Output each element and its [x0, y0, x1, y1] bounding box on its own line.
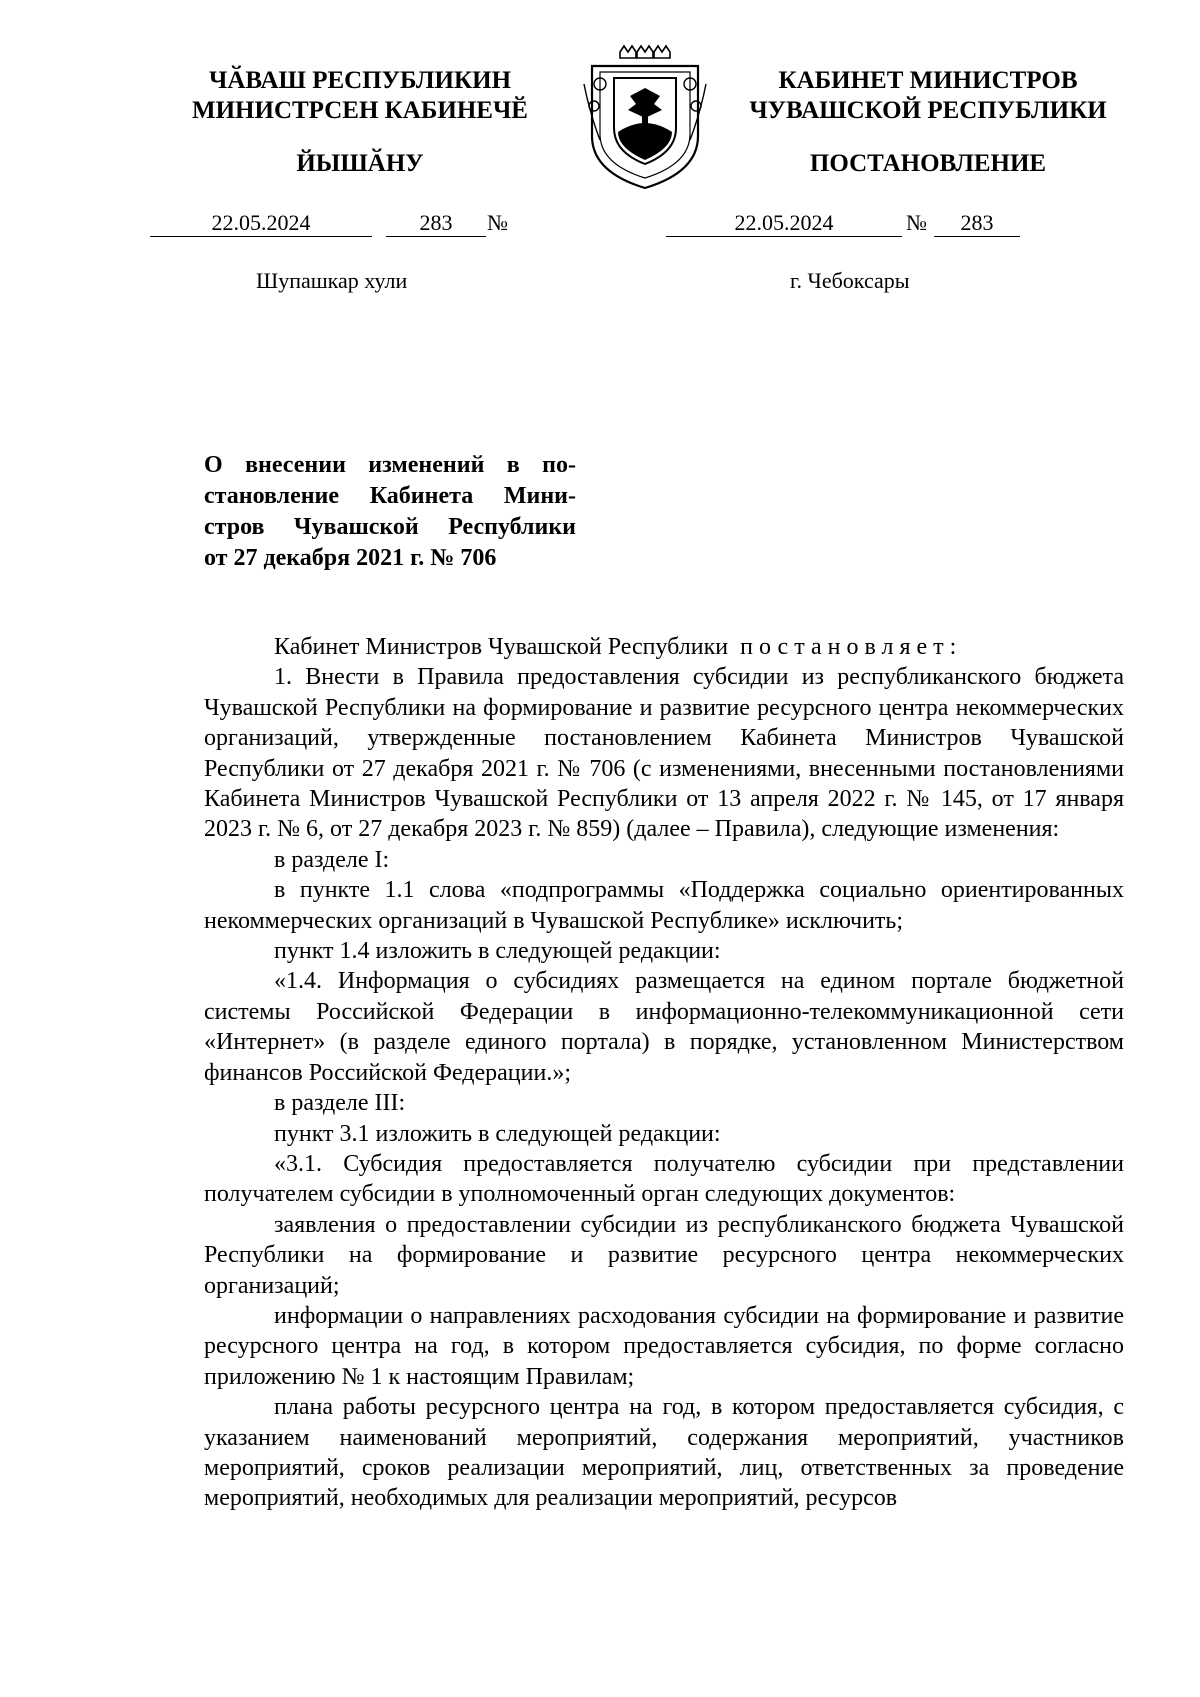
header-right-line1: КАБИНЕТ МИНИСТРОВ: [778, 67, 1078, 94]
document-subject: [204, 450, 576, 574]
body-paragraph: в пункте 1.1 слова «подпрограммы «Поддержка социально ориентированных некоммерческих организаций в Чувашской Республике» исключить;: [204, 877, 1124, 934]
header-right: [728, 66, 1128, 126]
right-date: 22.05.2024: [666, 210, 902, 237]
right-number: 283: [934, 210, 1020, 237]
header-right-title: ПОСТАНОВЛЕНИЕ: [809, 150, 1047, 177]
left-date: 22.05.2024: [150, 210, 372, 237]
intro-prefix: Кабинет Министров Чувашской Республики: [274, 634, 729, 660]
body-paragraph: «3.1. Субсидия предоставляется получателю субсидии при представлении получателем субсидии в уполномоченный орган следующих документов:: [204, 1150, 1124, 1208]
intro-verb: постановляет:: [740, 634, 963, 660]
body-paragraph: плана работы ресурсного центра на год, в котором предоставляется субсидия, с указанием наименований мероприятий, содержания мероприятий, участников мероприятий, сроков реализации мероприятий, лиц, ответственных за проведение мероприятий, необходимых для реализации мероприятий, ресурсов: [204, 1394, 1124, 1512]
right-city: г. Чебоксары: [790, 268, 910, 293]
subject-line: становление Кабинета Мини-: [204, 483, 576, 509]
body-paragraph: пункт 1.4 изложить в следующей редакции:: [274, 938, 721, 965]
header-left-line1: ЧӐВАШ РЕСПУБЛИКИН: [208, 67, 512, 94]
header-left: [150, 66, 570, 126]
body-paragraph: 1. Внести в Правила предоставления субсидии из республиканского бюджета Чувашской Республики на формирование и развитие ресурсного центра некоммерческих организаций, утвержденные постановлением Кабинета Министров Чувашской Республики от 27 декабря 2021 г. № 706 (с изменениями, внесенными постановлениями Кабинета Министров Чувашской Республики от 13 апреля 2022 г. № 145, от 17 января 2023 г. № 6, от 27 декабря 2023 г. № 859) (далее – Правила), следующие изменения:: [204, 664, 1124, 843]
header-left-title: ЙЫШӐНУ: [296, 150, 424, 177]
body-paragraph: информации о направлениях расходования субсидии на формирование и развитие ресурсного центра на год, в котором предоставляется субсидия, по форме согласно приложению № 1 к настоящим Правилам;: [204, 1302, 1124, 1390]
left-date-number: [150, 210, 510, 238]
body-paragraph: пункт 3.1 изложить в следующей редакции:: [274, 1120, 721, 1147]
subject-line: стров Чувашской Республики: [204, 514, 576, 540]
coat-of-arms-icon: [570, 44, 720, 192]
subject-line: О внесении изменений в по-: [204, 452, 576, 478]
body-paragraph: в разделе III:: [274, 1090, 406, 1117]
intro-paragraph: [204, 632, 1124, 662]
header-right-line2: ЧУВАШСКОЙ РЕСПУБЛИКИ: [749, 97, 1107, 124]
left-number: 283: [386, 210, 486, 237]
right-number-sign: №: [906, 210, 927, 235]
left-number-sign: №: [487, 210, 508, 235]
right-date-number: [666, 210, 1026, 238]
subject-line: от 27 декабря 2021 г. № 706: [204, 545, 497, 571]
document-body: [204, 632, 1124, 1514]
body-paragraph: «1.4. Информация о субсидиях размещается на едином портале бюджетной системы Российской Федерации в информационно-телекоммуникационной сети «Интернет» (в разделе единого портала) в порядке, установленном Министерством финансов Российской Федерации.»;: [204, 968, 1124, 1086]
body-paragraph: в разделе I:: [274, 846, 390, 873]
body-paragraph: заявления о предоставлении субсидии из республиканского бюджета Чувашской Республики на формирование и развитие ресурсного центра некоммерческих организаций;: [204, 1211, 1124, 1299]
left-city: Шупашкар хули: [256, 268, 408, 293]
header-left-line2: МИНИСТРСЕН КАБИНЕЧӖ: [192, 97, 528, 124]
